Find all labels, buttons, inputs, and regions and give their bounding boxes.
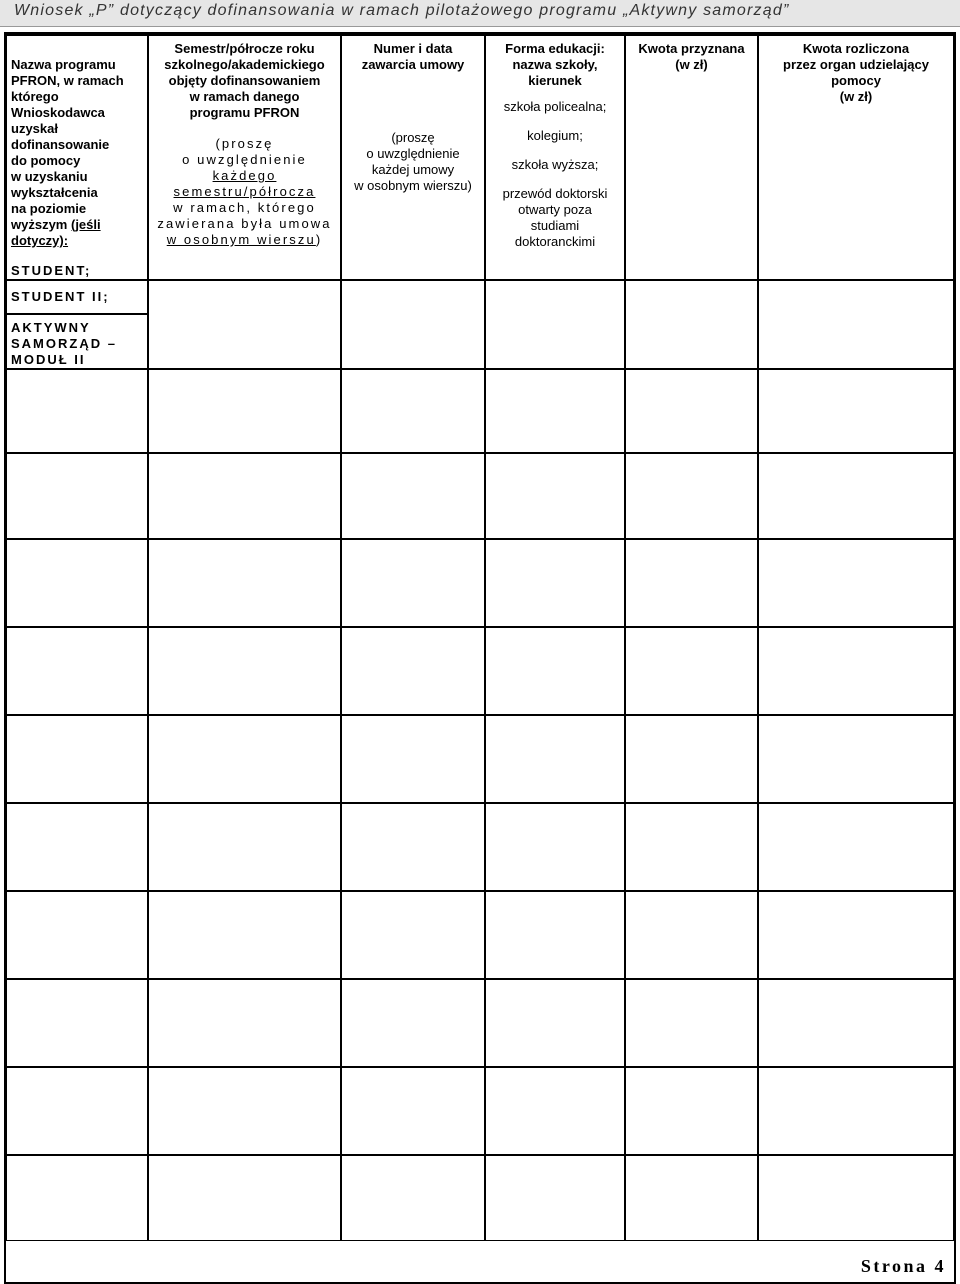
table-cell[interactable] [6, 891, 148, 979]
table-cell[interactable] [758, 280, 954, 369]
table-cell[interactable] [341, 891, 485, 979]
program-option-student-ii: STUDENT II; [11, 289, 110, 304]
table-row [6, 803, 954, 891]
table-cell[interactable] [148, 280, 341, 369]
table-cell[interactable] [341, 715, 485, 803]
header-semester-title: Semestr/półrocze roku szkolnego/akademickiego objęty dofinansowaniem w ramach danego programu PFRON [164, 41, 325, 120]
table-row [6, 453, 954, 539]
header-granted [625, 34, 758, 280]
table-cell[interactable] [625, 1155, 758, 1241]
table-cell[interactable] [6, 369, 148, 453]
table-cell[interactable] [625, 280, 758, 369]
header-settled [758, 34, 954, 280]
program-option-aktywny-samorzad: AKTYWNY SAMORZĄD – MODUŁ II [11, 320, 117, 367]
table-row [6, 1067, 954, 1155]
table-cell[interactable] [148, 979, 341, 1067]
table-cell[interactable] [341, 369, 485, 453]
table-cell[interactable] [485, 627, 625, 715]
table-cell[interactable] [6, 539, 148, 627]
table-cell[interactable] [148, 369, 341, 453]
header-semester-note-e: ) [315, 232, 323, 247]
header-contract [341, 34, 485, 280]
table-cell[interactable] [341, 1067, 485, 1155]
table-cell[interactable] [625, 891, 758, 979]
table-cell[interactable] [758, 979, 954, 1067]
table-cell[interactable] [148, 891, 341, 979]
table-cell[interactable] [625, 453, 758, 539]
table-cell[interactable] [485, 803, 625, 891]
header-program-title: Nazwa programu PFRON, w ramach którego Wnioskodawca uzyskał dofinansowanie do pomocy w uzyskaniu wykształcenia na poziomie wyższym [11, 57, 124, 232]
table-row [6, 979, 954, 1067]
education-option-post-secondary: szkoła policealna; [503, 99, 607, 114]
header-education-title: Forma edukacji: nazwa szkoły, kierunek [505, 41, 605, 88]
table-cell[interactable] [148, 1155, 341, 1241]
table-cell[interactable] [6, 627, 148, 715]
education-option-doctoral: przewód doktorski otwarty poza studiami doktoranckimi [502, 186, 608, 249]
table-row [6, 715, 954, 803]
table-row [6, 539, 954, 627]
table-cell[interactable] [148, 1067, 341, 1155]
table-cell[interactable] [341, 539, 485, 627]
table-cell[interactable] [485, 539, 625, 627]
table-row [6, 1155, 954, 1241]
page-number: Strona 4 [860, 1256, 946, 1276]
header-contract-note: (proszę o uwzględnienie każdej umowy w osobnym wierszu) [354, 130, 472, 193]
table-cell[interactable] [6, 1067, 148, 1155]
table-cell[interactable] [758, 627, 954, 715]
education-option-university: szkoła wyższa; [511, 157, 599, 172]
document-header-title: Wniosek „P” dotyczący dofinansowania w ramach pilotażowego programu „Aktywny samorząd” [14, 2, 790, 19]
table-cell[interactable] [758, 1067, 954, 1155]
table-cell[interactable] [485, 369, 625, 453]
table-cell[interactable] [758, 1155, 954, 1241]
table-cell[interactable] [758, 539, 954, 627]
header-semester-note-a: (proszę o uwzględnienie [182, 136, 307, 167]
table-cell[interactable] [341, 1155, 485, 1241]
table-header-row [6, 34, 954, 280]
table-cell[interactable] [6, 1155, 148, 1241]
header-education [485, 34, 625, 280]
program-option-cell [6, 280, 148, 314]
table-cell[interactable] [485, 280, 625, 369]
document-header [0, 0, 960, 27]
table-cell[interactable] [625, 979, 758, 1067]
table-row [6, 627, 954, 715]
table-cell[interactable] [485, 891, 625, 979]
table-row [6, 369, 954, 453]
header-contract-title: Numer i data zawarcia umowy [361, 41, 465, 72]
table-cell[interactable] [625, 1067, 758, 1155]
header-program-title-underlined: (jeśli dotyczy): [11, 217, 101, 248]
table-cell[interactable] [148, 539, 341, 627]
table-cell[interactable] [758, 891, 954, 979]
table-cell[interactable] [625, 715, 758, 803]
table-row [6, 280, 954, 314]
program-option-student: STUDENT; [11, 263, 92, 278]
table-cell[interactable] [6, 453, 148, 539]
table-cell[interactable] [148, 453, 341, 539]
table-cell[interactable] [148, 627, 341, 715]
header-semester-note-b: każdego semestru/półrocza [173, 168, 316, 199]
table-cell[interactable] [625, 539, 758, 627]
education-option-college: kolegium; [527, 128, 583, 143]
table-cell[interactable] [758, 453, 954, 539]
table-cell[interactable] [625, 803, 758, 891]
table-row [6, 891, 954, 979]
table-cell[interactable] [6, 979, 148, 1067]
table-cell[interactable] [341, 979, 485, 1067]
header-semester-note-d: w osobnym wierszu [166, 232, 316, 247]
funding-table [6, 34, 954, 1241]
table-cell[interactable] [6, 715, 148, 803]
header-semester [148, 34, 341, 280]
table-cell[interactable] [485, 715, 625, 803]
table-cell[interactable] [485, 979, 625, 1067]
table-cell[interactable] [758, 369, 954, 453]
table-cell[interactable] [341, 453, 485, 539]
header-program [6, 34, 148, 280]
table-cell[interactable] [758, 803, 954, 891]
table-cell[interactable] [485, 1067, 625, 1155]
table-cell[interactable] [341, 627, 485, 715]
table-cell[interactable] [6, 803, 148, 891]
table-cell[interactable] [148, 803, 341, 891]
header-granted-title: Kwota przyznana (w zł) [638, 41, 745, 72]
header-semester-note-c: w ramach, którego zawierana była umowa [157, 200, 332, 231]
table-cell[interactable] [341, 280, 485, 369]
table-cell[interactable] [625, 627, 758, 715]
table-cell[interactable] [148, 715, 341, 803]
table-cell[interactable] [341, 803, 485, 891]
table-cell[interactable] [485, 1155, 625, 1241]
table-cell[interactable] [625, 369, 758, 453]
header-settled-title: Kwota rozliczona przez organ udzielający pomocy (w zł) [783, 41, 929, 104]
table-cell[interactable] [758, 715, 954, 803]
table-cell[interactable] [485, 453, 625, 539]
program-option-cell [6, 314, 148, 369]
